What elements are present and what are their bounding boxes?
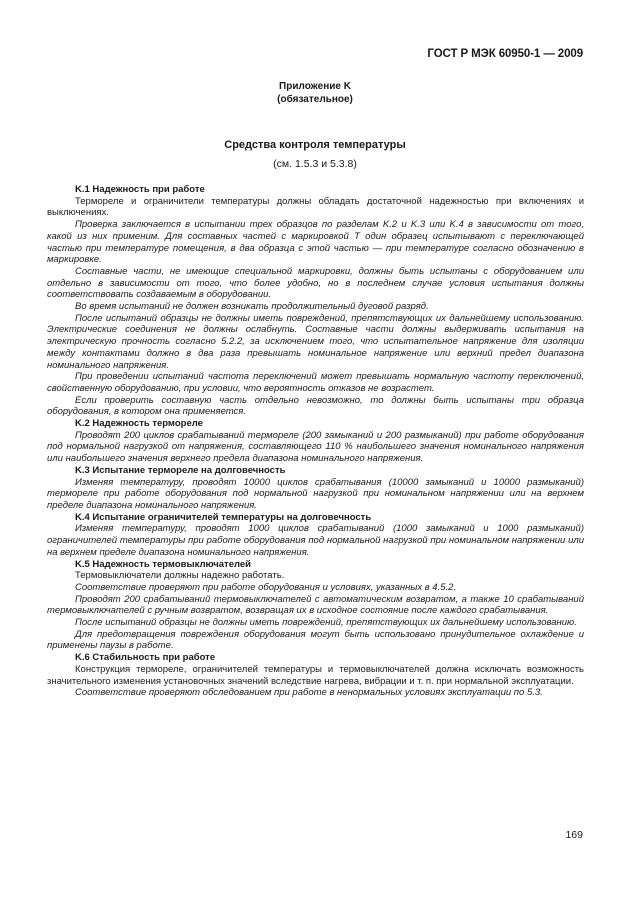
paragraph: После испытаний образцы не должны иметь повреждений, препятствующих их дальнейшему использованию. bbox=[75, 617, 577, 629]
paragraph: Проверка заключается в испытании трех образцов по разделам K.2 и K.3 или K.4 в зависимости от того, какой из них применим. Для составных частей с маркировкой T один образец испытывают с переключающей частью при температуре помещения, в два образца с этой частью — при температуре согласно обозначению в маркировке. bbox=[47, 219, 584, 266]
paragraph: Соответствие проверяют при работе оборудования и условиях, указанных в 4.5.2. bbox=[75, 581, 457, 593]
subsection-heading: K.6 Стабильность при работе bbox=[75, 652, 216, 664]
body-text bbox=[47, 184, 584, 699]
paragraph: Если проверить составную часть отдельно невозможно, то должны быть испытаны три образца оборудования, в котором она применяется. bbox=[47, 394, 584, 418]
paragraph: Проводят 200 циклов срабатываний термореле (200 замыканий и 200 размыканий) при работе оборудования под нормальной нагрузкой от напряжения, составляющего 110 % наибольшего значения номинального напряжения или наибольшего значения верхнего предела диапазона номинального напряжения. bbox=[47, 429, 584, 465]
paragraph: Для предотвращения повреждения оборудования могут быть использовано принудительное охлаждение и применены паузы в работе. bbox=[47, 628, 584, 652]
paragraph: Конструкция термореле, ограничителей температуры и термовыключателей должна исключать возможность значительного изменения установочных значений вследствие нагрева, вибрации и т. п. при нормальной эксплуатации. bbox=[47, 663, 584, 687]
paragraph: При проведении испытаний частота переключений может превышать нормальную частоту переключений, свойственную оборудованию, при условии, что вероятность отказов не возрастет. bbox=[47, 371, 584, 394]
paragraph: Термореле и ограничители температуры должны обладать достаточной надежностью при включениях и выключениях. bbox=[47, 195, 584, 219]
paragraph: Во время испытаний не должен возникать продолжительный дуговой разряд. bbox=[75, 301, 429, 313]
subsection-heading: K.1 Надежность при работе bbox=[75, 184, 205, 195]
paragraph: Термовыключатели должны надежно работать. bbox=[75, 570, 285, 582]
paragraph: После испытаний образцы не должны иметь повреждений, препятствующих их дальнейшему использованию. Электрические соединения не должны ослабнуть. Составные части должны выдерживать испытания на электрическую прочность согласно 5.2.2, за исключением того, что испытательное напряжение для изоляции между контактами должно в два раза превышать номинальное напряжение или верхний предел диапазона номинального напряжения. bbox=[47, 312, 584, 371]
section-title: Средства контроля температуры bbox=[224, 139, 406, 151]
paragraph: Проводят 200 срабатываний термовыключателей с автоматическим возвратом, а также 10 срабатываний термовыключателей с ручным возвратом, возвращая их в исходное состояние после каждого срабатывания. bbox=[47, 593, 584, 617]
page-number: 169 bbox=[565, 829, 583, 841]
subsection-heading: K.3 Испытание термореле на долговечность bbox=[75, 464, 286, 476]
annex-heading bbox=[0, 80, 630, 106]
document-code: ГОСТ Р МЭК 60950-1 — 2009 bbox=[427, 48, 583, 60]
subsection-heading: K.4 Испытание ограничителей температуры на долговечность bbox=[75, 511, 372, 523]
annex-status: (обязательное) bbox=[277, 94, 353, 105]
paragraph: Изменяя температуру, проводят 10000 циклов срабатывания (10000 замыканий и 10000 размыканий) термореле при работе оборудования под нормальной нагрузкой при номинальном напряжении или на верхнем пределе диапазона номинального напряжения. bbox=[47, 476, 584, 511]
paragraph: Изменяя температуру, проводят 1000 циклов срабатываний (1000 замыканий и 1000 размыканий) ограничителей температуры при работе оборудования под нормальной нагрузкой при номинальном напряжении или на верхнем пределе диапазона номинального напряжения. bbox=[47, 523, 584, 558]
annex-title: Приложение K bbox=[279, 81, 351, 92]
paragraph: Составные части, не имеющие специальной маркировки, должны быть испытаны с оборудованием или отдельно в зависимости от того, что более удобно, но в последнем случае условия испытания должны соответствовать создаваемым в оборудовании. bbox=[47, 265, 584, 301]
paragraph: Соответствие проверяют обследованием при работе в ненормальных условиях эксплуатации по 5.3. bbox=[75, 687, 543, 699]
section-reference: (см. 1.5.3 и 5.3.8) bbox=[273, 158, 357, 170]
subsection-heading: K.2 Надежность термореле bbox=[75, 418, 203, 430]
subsection-heading: K.5 Надежность термовыключателей bbox=[75, 558, 252, 570]
